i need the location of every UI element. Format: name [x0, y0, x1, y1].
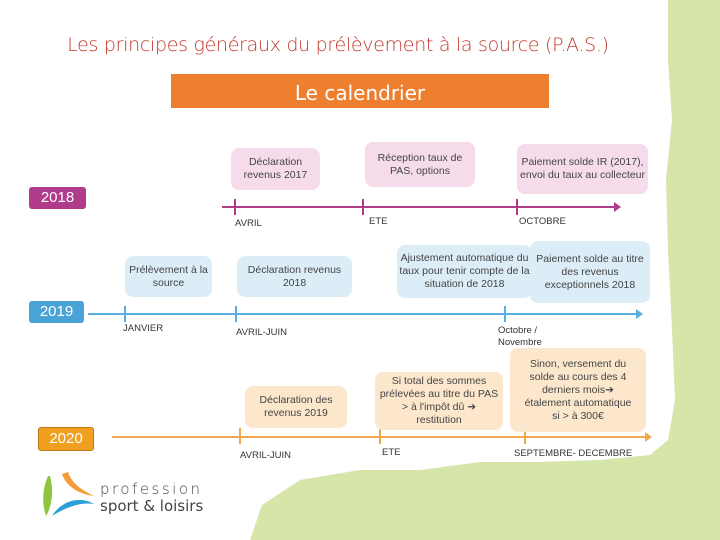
timeline-2019 [88, 313, 638, 315]
event-box: Déclaration revenus 2017 [231, 148, 320, 190]
year-badge-2019: 2019 [29, 301, 84, 323]
tick [516, 199, 518, 215]
tick [124, 306, 126, 322]
year-badge-2018: 2018 [29, 187, 86, 209]
timeline-2018 [222, 206, 617, 208]
event-box: Prélèvement à la source [125, 256, 212, 297]
period-label: JANVIER [123, 323, 164, 334]
event-box: Déclaration des revenus 2019 [245, 386, 347, 428]
year-badge-2020: 2020 [38, 427, 94, 451]
logo-text-line2: sport & loisirs [100, 497, 204, 515]
arrow-icon [636, 309, 643, 319]
page-title: Les principes généraux du prélèvement à la source (P.A.S.) [67, 34, 609, 56]
event-box: Paiement solde au titre des revenus exceptionnels 2018 [530, 241, 650, 303]
period-label: AVRIL-JUIN [236, 327, 288, 338]
tick [239, 428, 241, 444]
tick [504, 306, 506, 322]
logo-text-line1: profession [100, 480, 203, 498]
period-label: ETE [382, 447, 401, 458]
logo-mark [38, 470, 98, 518]
period-label: SEPTEMBRE- DECEMBRE [514, 448, 633, 459]
event-box: Réception taux de PAS, options [365, 142, 475, 187]
arrow-icon [645, 432, 652, 442]
arrow-icon [614, 202, 621, 212]
event-box: Sinon, versement du solde au cours des 4 derniers mois➔ étalement automatique si > à 300€ [510, 348, 646, 432]
subtitle-banner: Le calendrier [171, 74, 549, 108]
tick [235, 306, 237, 322]
event-box: Ajustement automatique du taux pour tenir compte de la situation de 2018 [397, 245, 532, 298]
event-box: Paiement solde IR (2017), envoi du taux au collecteur [517, 144, 648, 194]
event-box: Si total des sommes prélevées au titre du PAS > à l'impôt dû ➔ restitution [375, 372, 503, 430]
tick [362, 199, 364, 215]
period-label: OCTOBRE [519, 216, 566, 227]
period-label: ETE [369, 216, 388, 227]
tick [379, 428, 381, 444]
period-label: AVRIL-JUIN [240, 450, 292, 461]
period-label: Octobre / Novembre [498, 325, 542, 348]
period-label: AVRIL [235, 218, 262, 229]
tick [234, 199, 236, 215]
event-box: Déclaration revenus 2018 [237, 256, 352, 297]
